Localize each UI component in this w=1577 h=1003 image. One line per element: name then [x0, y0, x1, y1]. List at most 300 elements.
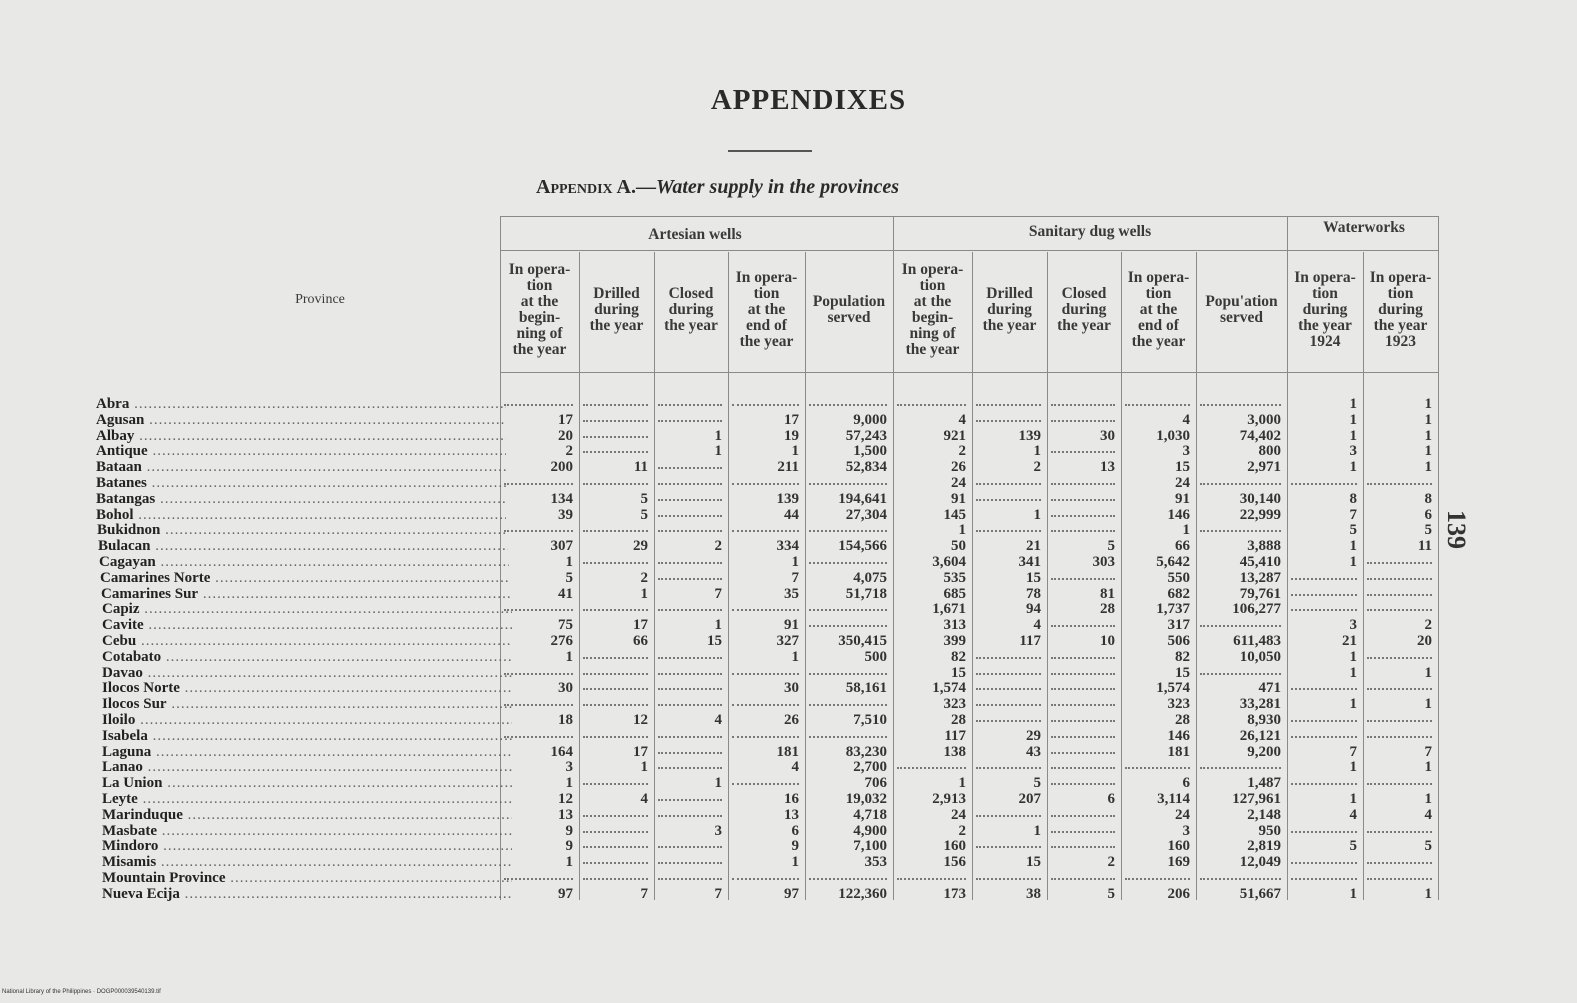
table-cell: 52,834	[845, 459, 887, 476]
table-cell	[809, 665, 887, 675]
province-name: Ilocos Norte .....	[102, 680, 512, 696]
table-cell: 24	[951, 475, 966, 491]
table-cell	[1051, 507, 1115, 517]
table-cell: 17	[558, 411, 573, 428]
table-cell: 117	[1019, 633, 1041, 649]
table-cell: 51,667	[1239, 885, 1281, 902]
column-header-line: the year	[739, 333, 794, 350]
table-cell	[583, 396, 648, 406]
table-cell	[976, 475, 1041, 485]
table-row	[0, 680, 1577, 696]
table-cell	[1051, 665, 1115, 675]
table-cell	[583, 475, 648, 485]
column-header-line: at the	[1139, 301, 1178, 318]
table-cell	[809, 728, 887, 738]
table-cell: 5	[1033, 775, 1041, 792]
table-cell	[1367, 680, 1432, 690]
table-cell: 28	[1100, 601, 1115, 618]
table-cell: 3,604	[932, 554, 966, 570]
table-cell: 17	[784, 411, 799, 428]
province-name: Lanao .....	[102, 759, 512, 775]
table-cell	[583, 870, 648, 880]
table-cell: 2	[714, 538, 722, 555]
province-name: Misamis .....	[102, 854, 512, 870]
table-cell	[583, 428, 648, 438]
province-name: Ilocos Sur .....	[102, 696, 512, 712]
table-cell: 41	[558, 585, 573, 602]
column-header-line: tion	[919, 277, 946, 294]
table-cell: 1	[565, 648, 573, 665]
table-cell: 207	[1018, 791, 1041, 807]
table-cell	[976, 522, 1041, 532]
table-cell	[976, 680, 1041, 690]
table-cell: 1	[791, 648, 799, 665]
province-name: Bohol .....	[96, 507, 506, 523]
column-header-line: tion	[1387, 285, 1414, 302]
table-cell	[1291, 854, 1357, 864]
table-cell: 5	[1107, 885, 1115, 902]
table-cell: 7	[1349, 506, 1357, 523]
table-cell: 353	[864, 854, 887, 871]
table-cell	[1200, 665, 1281, 675]
table-cell: 29	[1026, 727, 1041, 744]
table-cell: 1,487	[1247, 775, 1281, 792]
table-cell: 24	[1175, 806, 1190, 823]
column-header-line: Population	[812, 293, 886, 310]
table-cell: 1	[1349, 885, 1357, 902]
table-cell: 146	[1167, 506, 1190, 523]
province-name: Davao .....	[102, 665, 512, 681]
table-cell: 38	[1026, 885, 1041, 902]
column-header	[1196, 294, 1287, 326]
table-cell	[1051, 823, 1115, 833]
table-cell	[504, 870, 573, 880]
table-cell	[809, 475, 887, 485]
table-cell	[504, 601, 573, 611]
table-cell: 13	[558, 806, 573, 823]
column-header-line: the year	[1131, 333, 1186, 350]
table-cell	[1051, 712, 1115, 722]
table-cell	[1291, 586, 1357, 596]
table-cell: 19,032	[845, 791, 887, 807]
table-cell: 12	[633, 712, 648, 728]
table-cell: 1	[1349, 538, 1357, 555]
table-cell: 1	[1349, 554, 1357, 570]
table-cell	[1051, 617, 1115, 627]
table-cell	[504, 396, 573, 406]
column-header	[1121, 270, 1196, 350]
table-cell	[809, 696, 887, 706]
table-cell: 15	[1175, 664, 1190, 681]
table-cell: 28	[951, 712, 966, 728]
table-cell	[1367, 854, 1432, 864]
table-cell: 682	[1167, 585, 1190, 602]
column-header-line: Drilled	[593, 285, 640, 302]
table-cell: 28	[1175, 712, 1190, 728]
caption-lead: Appendix A.	[536, 176, 637, 198]
column-header-line: end of	[1138, 317, 1179, 334]
table-cell: 4	[791, 759, 799, 776]
column-header-line: during	[594, 301, 639, 318]
province-name: Masbate .....	[102, 823, 512, 839]
column-header-line: the year	[512, 341, 567, 358]
table-cell: 30,140	[1239, 490, 1281, 507]
table-cell	[1051, 775, 1115, 785]
table-cell	[1051, 522, 1115, 532]
table-cell: 276	[550, 633, 573, 649]
table-cell	[1051, 696, 1115, 706]
column-header-line: during	[1061, 301, 1107, 318]
table-cell	[583, 443, 648, 453]
province-name: Capiz .....	[102, 601, 512, 617]
table-cell: 181	[776, 743, 799, 760]
page-title: APPENDIXES	[710, 84, 907, 116]
table-cell	[1291, 775, 1357, 785]
table-cell: 611,483	[1233, 633, 1281, 649]
table-cell: 66	[633, 633, 648, 649]
table-cell: 1	[565, 854, 573, 871]
province-name: Camarines Norte .....	[100, 570, 510, 586]
table-cell: 30	[784, 680, 799, 697]
column-header	[654, 286, 728, 334]
table-cell	[1291, 601, 1357, 611]
table-cell	[1200, 396, 1281, 406]
table-cell	[658, 807, 722, 817]
table-cell	[504, 475, 573, 485]
table-cell: 317	[1167, 617, 1190, 634]
table-cell	[658, 522, 722, 532]
table-cell: 5	[1424, 838, 1432, 855]
table-cell: 7,100	[853, 838, 887, 855]
table-cell: 91	[784, 617, 799, 634]
table-cell: 9,000	[853, 411, 887, 428]
table-cell: 7	[640, 885, 648, 902]
table-cell	[583, 522, 648, 532]
table-cell: 3,888	[1247, 538, 1281, 555]
table-cell: 1	[1349, 648, 1357, 665]
table-cell: 1	[714, 775, 722, 792]
table-cell: 1,500	[853, 443, 887, 460]
table-cell: 200	[550, 459, 573, 476]
column-header-line: at the	[747, 301, 786, 318]
column-header-line: ning of	[909, 325, 956, 342]
header-rule	[500, 216, 1438, 217]
table-cell	[809, 617, 887, 627]
table-cell: 2	[958, 822, 966, 839]
table-cell	[1367, 649, 1432, 659]
table-cell: 1,574	[1156, 680, 1190, 697]
table-cell: 21	[1342, 633, 1357, 649]
table-cell: 26,121	[1239, 727, 1281, 744]
table-cell: 334	[776, 538, 799, 555]
table-cell: 1	[565, 554, 573, 570]
table-cell: 12	[558, 791, 573, 807]
table-cell: 79,761	[1239, 585, 1281, 602]
table-cell: 7	[714, 885, 722, 902]
table-cell: 122,360	[838, 885, 887, 902]
column-header-line: the year	[1373, 317, 1428, 334]
column-header	[1287, 270, 1363, 350]
group-header-artesian: Artesian wells	[648, 226, 742, 243]
table-cell	[976, 696, 1041, 706]
table-cell: 134	[550, 490, 573, 507]
table-cell	[583, 554, 648, 564]
province-name: Mindoro .....	[102, 838, 512, 854]
table-cell	[1125, 759, 1190, 769]
table-cell	[1367, 586, 1432, 596]
table-cell: 27,304	[845, 506, 887, 523]
table-cell: 1	[640, 585, 648, 602]
table-cell: 57,243	[845, 427, 887, 444]
table-cell: 535	[943, 569, 966, 586]
table-cell	[583, 854, 648, 864]
table-cell: 139	[776, 490, 799, 507]
province-name: Laguna .....	[102, 744, 512, 760]
table-cell: 2,913	[932, 791, 966, 807]
column-header-line: ning of	[516, 325, 563, 342]
caption-text: Water supply in the provinces	[656, 176, 899, 198]
table-row	[0, 744, 1577, 760]
table-cell	[583, 728, 648, 738]
table-row	[0, 696, 1577, 712]
table-row	[0, 807, 1577, 823]
table-row	[0, 791, 1577, 807]
province-name: Cavite .....	[102, 617, 512, 633]
table-cell	[658, 680, 722, 690]
column-header-line: served	[1219, 309, 1264, 326]
table-cell	[1367, 728, 1432, 738]
table-cell: 341	[1018, 554, 1041, 570]
table-cell: 160	[943, 838, 966, 855]
page-number: 139	[1442, 510, 1471, 549]
table-cell	[976, 665, 1041, 675]
table-cell: 303	[1092, 554, 1115, 570]
table-cell: 11	[633, 459, 648, 476]
table-cell: 4	[1424, 806, 1432, 823]
table-cell: 10	[1100, 633, 1115, 649]
table-cell: 1,737	[1156, 601, 1190, 618]
table-cell	[658, 728, 722, 738]
table-cell: 12,049	[1239, 854, 1281, 871]
table-cell	[976, 838, 1041, 848]
table-cell	[732, 475, 799, 485]
table-cell	[1051, 412, 1115, 422]
province-name: Nueva Ecija .....	[102, 886, 512, 902]
table-cell	[1125, 870, 1190, 880]
table-cell	[583, 838, 648, 848]
table-cell: 156	[943, 854, 966, 871]
table-cell: 11	[1417, 538, 1432, 555]
table-cell: 154,566	[838, 538, 887, 555]
table-cell: 21	[1026, 538, 1041, 555]
table-cell: 97	[558, 885, 573, 902]
column-header-line: the year	[1057, 317, 1111, 334]
table-cell: 3	[1182, 822, 1190, 839]
column-header-line: the year	[589, 317, 644, 334]
table-cell: 4,900	[853, 822, 887, 839]
table-cell	[658, 759, 722, 769]
table-cell: 1	[1424, 427, 1432, 444]
table-cell	[976, 649, 1041, 659]
table-cell: 350,415	[838, 633, 887, 649]
table-cell: 75	[558, 617, 573, 634]
province-header: Province	[295, 292, 345, 307]
table-cell	[658, 396, 722, 406]
table-cell: 30	[1100, 427, 1115, 444]
table-row	[0, 538, 1577, 554]
table-cell	[583, 601, 648, 611]
table-cell: 6	[1182, 775, 1190, 792]
table-cell: 6	[1424, 506, 1432, 523]
table-cell	[583, 649, 648, 659]
table-row	[0, 396, 1577, 412]
table-cell: 74,402	[1239, 427, 1281, 444]
table-cell: 15	[1026, 569, 1041, 586]
table-cell	[1200, 522, 1281, 532]
table-row	[0, 633, 1577, 649]
table-cell: 117	[944, 727, 966, 744]
table-cell: 24	[1175, 475, 1190, 491]
table-cell: 82	[1175, 648, 1190, 665]
table-row	[0, 775, 1577, 791]
table-cell: 7	[1424, 743, 1432, 760]
table-cell	[1051, 744, 1115, 754]
column-header	[1363, 270, 1438, 350]
table-cell: 16	[784, 791, 799, 807]
table-cell	[1291, 712, 1357, 722]
table-cell: 97	[784, 885, 799, 902]
scan-footer: National Library of the Philippines · DOGP000039540139.tif	[2, 989, 161, 995]
table-cell: 323	[943, 696, 966, 713]
table-cell: 15	[1175, 459, 1190, 476]
table-cell: 44	[784, 506, 799, 523]
table-cell	[976, 759, 1041, 769]
table-cell	[583, 807, 648, 817]
table-cell	[732, 601, 799, 611]
column-header-line: Popu'ation	[1205, 293, 1278, 310]
table-cell	[897, 396, 966, 406]
province-name: Bulacan .....	[98, 538, 508, 554]
table-cell: 5	[640, 490, 648, 507]
province-name: Isabela .....	[102, 728, 512, 744]
column-header-line: served	[827, 309, 871, 326]
table-cell: 1	[1349, 759, 1357, 776]
column-header-line: In opera-	[508, 261, 571, 278]
table-row	[0, 759, 1577, 775]
table-cell	[1051, 759, 1115, 769]
table-cell: 2	[958, 443, 966, 460]
table-cell	[658, 570, 722, 580]
table-cell	[1200, 617, 1281, 627]
table-row	[0, 649, 1577, 665]
table-row	[0, 712, 1577, 728]
column-header-line: during	[987, 301, 1032, 318]
table-cell: 1	[1424, 411, 1432, 428]
table-cell	[1051, 838, 1115, 848]
table-cell: 91	[951, 490, 966, 507]
table-cell: 160	[1167, 838, 1190, 855]
table-row	[0, 443, 1577, 459]
table-cell: 3,000	[1247, 411, 1281, 428]
table-cell: 66	[1175, 538, 1190, 555]
table-cell: 8	[1349, 490, 1357, 507]
table-cell: 2	[1424, 617, 1432, 634]
table-cell	[809, 396, 887, 406]
table-cell: 145	[943, 506, 966, 523]
table-cell: 1	[714, 617, 722, 634]
province-name: Agusan .....	[96, 412, 506, 428]
table-cell: 39	[558, 506, 573, 523]
table-cell: 3	[1182, 443, 1190, 460]
table-cell: 550	[1167, 569, 1190, 586]
table-cell: 1	[1033, 822, 1041, 839]
table-cell	[732, 728, 799, 738]
table-cell	[658, 665, 722, 675]
table-cell: 1	[958, 522, 966, 539]
table-cell: 3	[1349, 443, 1357, 460]
table-row	[0, 475, 1577, 491]
province-name: Bataan .....	[96, 459, 506, 475]
table-cell	[658, 791, 722, 801]
table-row	[0, 601, 1577, 617]
table-cell: 4,075	[853, 569, 887, 586]
table-cell: 2	[565, 443, 573, 460]
table-cell	[1291, 870, 1357, 880]
province-name: Iloilo .....	[102, 712, 512, 728]
column-header-line: end of	[746, 317, 787, 334]
table-cell: 127,961	[1232, 791, 1281, 807]
table-cell	[1291, 680, 1357, 690]
province-name: Batanes .....	[96, 475, 506, 491]
table-cell: 307	[550, 538, 573, 555]
table-cell	[1200, 475, 1281, 485]
table-cell: 30	[558, 680, 573, 697]
table-cell	[732, 396, 799, 406]
table-row	[0, 886, 1577, 902]
table-cell: 6	[791, 822, 799, 839]
table-cell: 51,718	[845, 585, 887, 602]
table-cell: 138	[943, 743, 966, 760]
table-cell: 26	[951, 459, 966, 476]
table-cell: 43	[1026, 743, 1041, 760]
province-name: Cagayan .....	[99, 554, 509, 570]
table-cell	[504, 522, 573, 532]
table-cell	[1367, 712, 1432, 722]
table-cell	[583, 775, 648, 785]
table-cell: 1	[1033, 506, 1041, 523]
table-row	[0, 838, 1577, 854]
table-cell	[1367, 554, 1432, 564]
table-cell: 13,287	[1239, 569, 1281, 586]
table-cell	[1367, 775, 1432, 785]
table-cell: 7	[791, 569, 799, 586]
table-cell	[809, 522, 887, 532]
table-cell: 471	[1258, 680, 1281, 697]
table-cell: 1	[1349, 696, 1357, 713]
table-cell	[583, 412, 648, 422]
table-cell: 1	[791, 443, 799, 460]
table-cell: 1	[1349, 411, 1357, 428]
header-rule	[500, 250, 1438, 251]
province-name: La Union .....	[102, 775, 512, 791]
table-cell: 10,050	[1239, 648, 1281, 665]
table-cell: 4	[640, 791, 648, 807]
table-cell: 5	[1107, 538, 1115, 555]
table-cell: 1	[1349, 791, 1357, 807]
table-cell	[658, 649, 722, 659]
table-cell: 5	[565, 569, 573, 586]
table-cell: 8,930	[1247, 712, 1281, 728]
